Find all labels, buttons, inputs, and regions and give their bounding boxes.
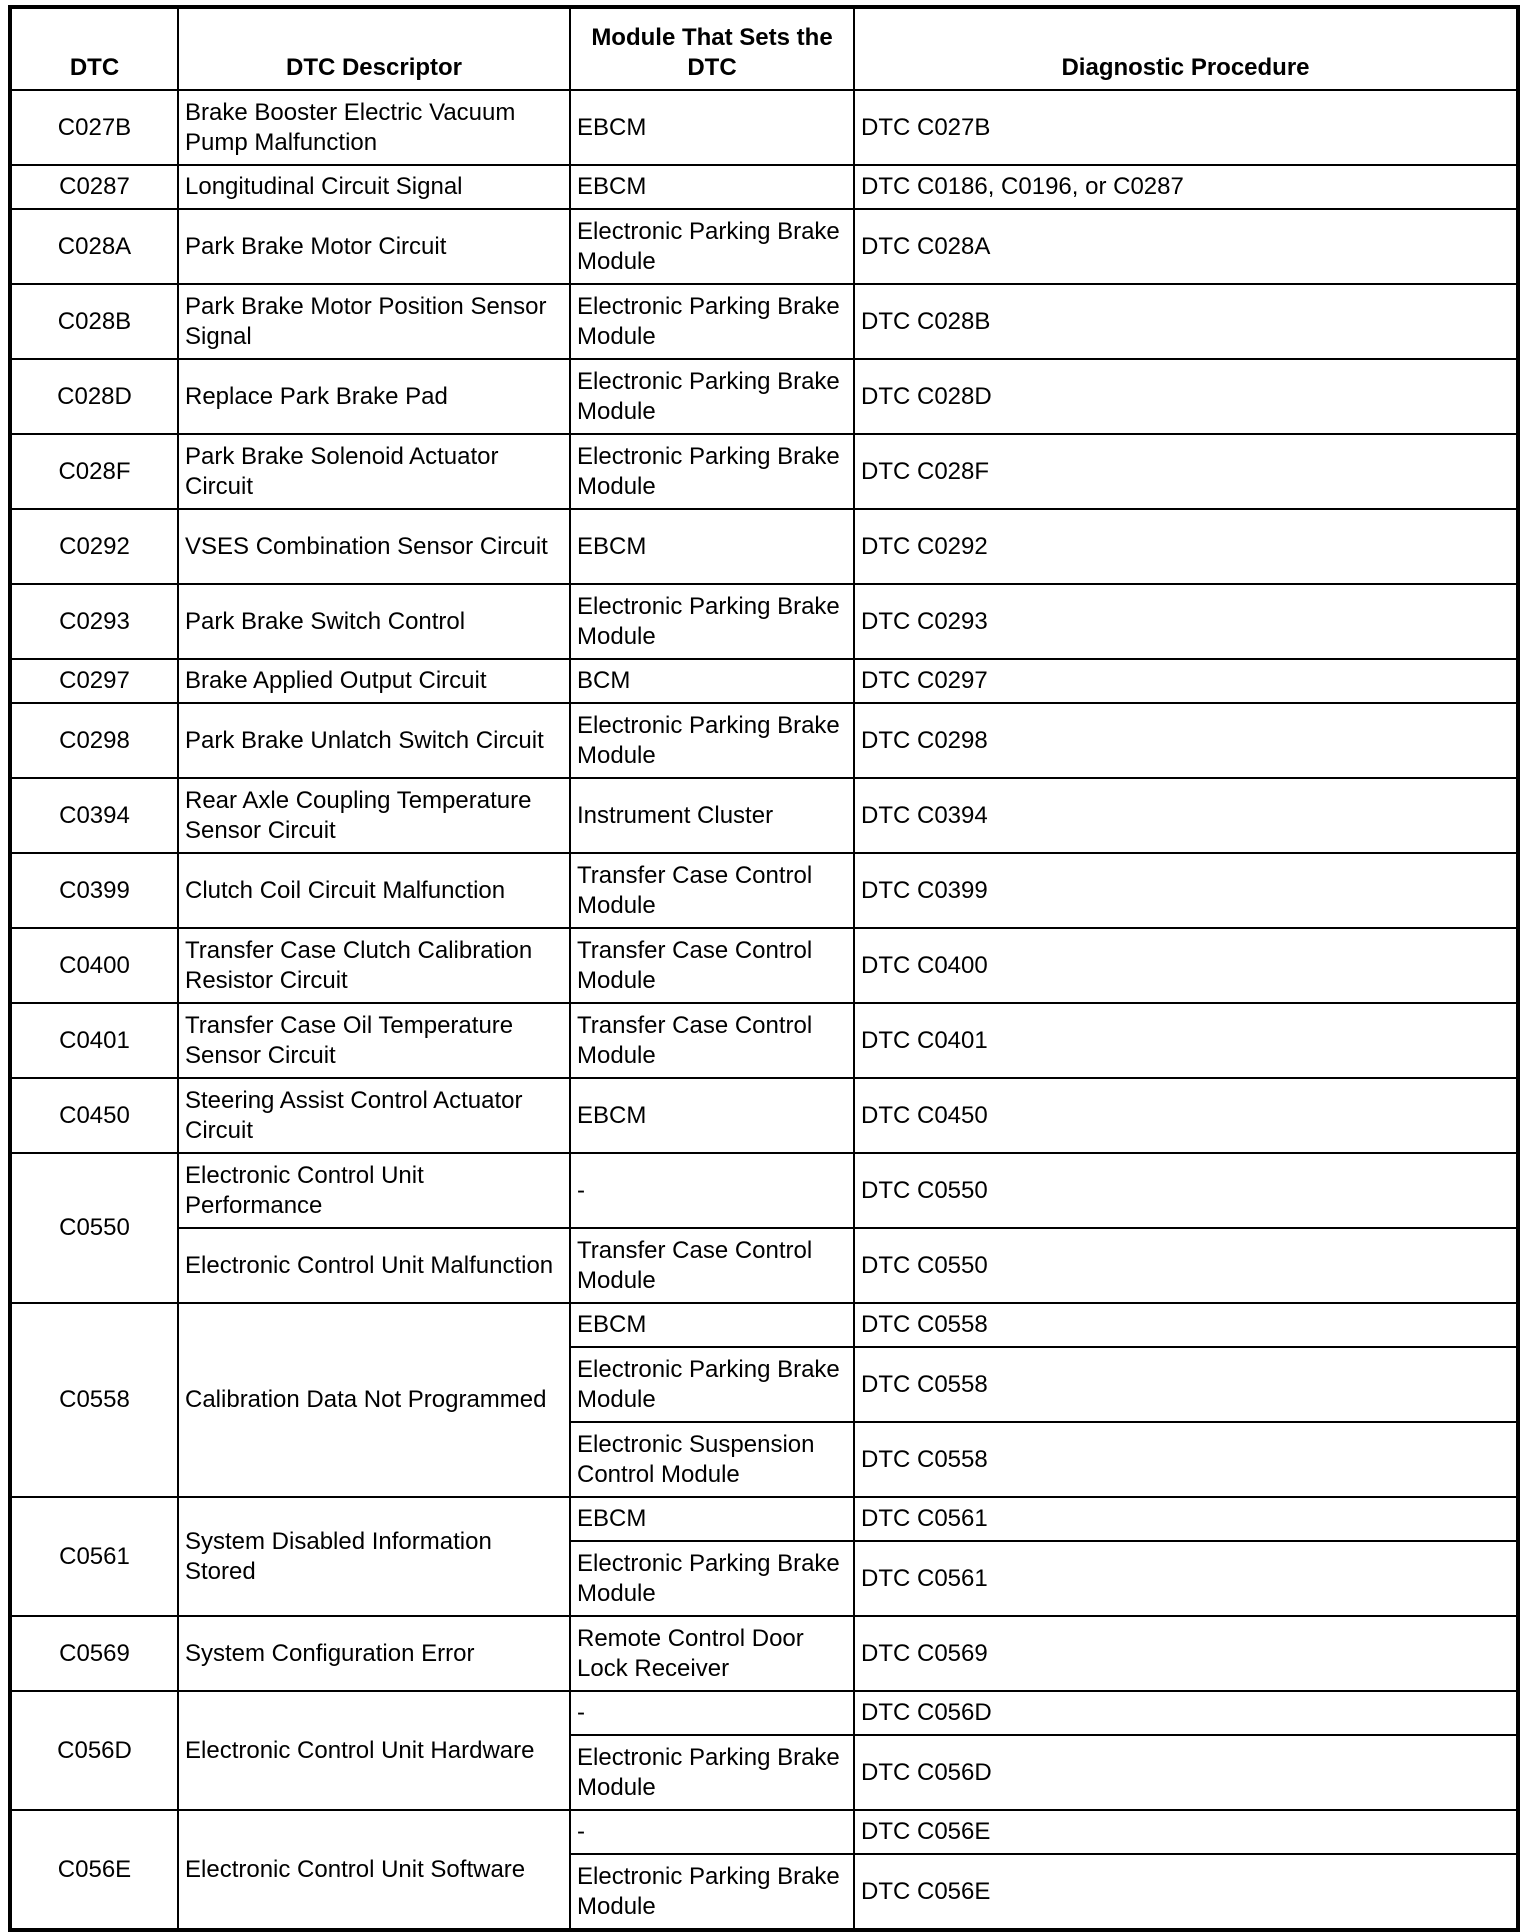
- table-row: [10, 1497, 1518, 1541]
- dtc-descriptor: Electronic Control Unit Software: [178, 1810, 570, 1930]
- dtc-descriptor: Rear Axle Coupling Temperature Sensor Circuit: [178, 778, 570, 853]
- dtc-procedure: DTC C0558: [854, 1303, 1518, 1347]
- dtc-descriptor: Replace Park Brake Pad: [178, 359, 570, 434]
- dtc-descriptor: Brake Applied Output Circuit: [178, 659, 570, 703]
- dtc-procedure: DTC C0297: [854, 659, 1518, 703]
- table-row: [10, 1616, 1518, 1691]
- dtc-procedure: DTC C056E: [854, 1810, 1518, 1854]
- dtc-code: C0394: [10, 778, 178, 853]
- dtc-code: C028D: [10, 359, 178, 434]
- dtc-procedure: DTC C027B: [854, 90, 1518, 165]
- dtc-code: C056E: [10, 1810, 178, 1930]
- table-row: [10, 1303, 1518, 1347]
- dtc-module: BCM: [570, 659, 854, 703]
- table-row: [10, 209, 1518, 284]
- dtc-procedure: DTC C0186, C0196, or C0287: [854, 165, 1518, 209]
- dtc-code: C028F: [10, 434, 178, 509]
- dtc-module: Electronic Parking Brake Module: [570, 584, 854, 659]
- dtc-module: Electronic Parking Brake Module: [570, 1854, 854, 1930]
- dtc-descriptor: Park Brake Motor Circuit: [178, 209, 570, 284]
- dtc-code: C0400: [10, 928, 178, 1003]
- dtc-module: EBCM: [570, 1497, 854, 1541]
- dtc-code: C028A: [10, 209, 178, 284]
- dtc-module: Transfer Case Control Module: [570, 853, 854, 928]
- dtc-module: -: [570, 1810, 854, 1854]
- dtc-code: C0297: [10, 659, 178, 703]
- dtc-descriptor: VSES Combination Sensor Circuit: [178, 509, 570, 584]
- dtc-procedure: DTC C056E: [854, 1854, 1518, 1930]
- dtc-descriptor: Electronic Control Unit Malfunction: [178, 1228, 570, 1303]
- dtc-procedure: DTC C0450: [854, 1078, 1518, 1153]
- dtc-module: Electronic Parking Brake Module: [570, 1541, 854, 1616]
- dtc-descriptor: Park Brake Switch Control: [178, 584, 570, 659]
- table-row: [10, 703, 1518, 778]
- dtc-procedure: DTC C0298: [854, 703, 1518, 778]
- dtc-descriptor: Electronic Control Unit Hardware: [178, 1691, 570, 1810]
- table-row: [10, 1003, 1518, 1078]
- dtc-module: Electronic Parking Brake Module: [570, 703, 854, 778]
- table-header-row: [10, 7, 1518, 90]
- table-row: [10, 659, 1518, 703]
- dtc-descriptor: Calibration Data Not Programmed: [178, 1303, 570, 1497]
- dtc-procedure: DTC C0561: [854, 1497, 1518, 1541]
- dtc-module: Remote Control Door Lock Receiver: [570, 1616, 854, 1691]
- dtc-table: [8, 5, 1520, 1932]
- dtc-module: Electronic Parking Brake Module: [570, 1735, 854, 1810]
- table-row: [10, 853, 1518, 928]
- dtc-module: -: [570, 1153, 854, 1228]
- dtc-module: Transfer Case Control Module: [570, 1228, 854, 1303]
- dtc-procedure: DTC C0394: [854, 778, 1518, 853]
- dtc-code: C0298: [10, 703, 178, 778]
- dtc-module: Transfer Case Control Module: [570, 1003, 854, 1078]
- dtc-code: C0550: [10, 1153, 178, 1303]
- dtc-code: C0561: [10, 1497, 178, 1616]
- table-row: [10, 165, 1518, 209]
- table-row: [10, 1810, 1518, 1854]
- dtc-descriptor: Electronic Control Unit Performance: [178, 1153, 570, 1228]
- dtc-descriptor: Park Brake Solenoid Actuator Circuit: [178, 434, 570, 509]
- dtc-code: C0293: [10, 584, 178, 659]
- table-row: [10, 1153, 1518, 1228]
- dtc-module: Electronic Parking Brake Module: [570, 284, 854, 359]
- dtc-code: C0287: [10, 165, 178, 209]
- dtc-procedure: DTC C056D: [854, 1691, 1518, 1735]
- dtc-procedure: DTC C0399: [854, 853, 1518, 928]
- dtc-procedure: DTC C0569: [854, 1616, 1518, 1691]
- table-row: [10, 1228, 1518, 1303]
- dtc-descriptor: System Disabled Information Stored: [178, 1497, 570, 1616]
- dtc-procedure: DTC C0550: [854, 1153, 1518, 1228]
- table-row: [10, 584, 1518, 659]
- header-dtc: DTC: [10, 7, 178, 90]
- dtc-descriptor: Longitudinal Circuit Signal: [178, 165, 570, 209]
- dtc-code: C0569: [10, 1616, 178, 1691]
- dtc-procedure: DTC C0561: [854, 1541, 1518, 1616]
- dtc-descriptor: Steering Assist Control Actuator Circuit: [178, 1078, 570, 1153]
- dtc-procedure: DTC C0292: [854, 509, 1518, 584]
- dtc-code: C0558: [10, 1303, 178, 1497]
- dtc-module: Transfer Case Control Module: [570, 928, 854, 1003]
- dtc-code: C028B: [10, 284, 178, 359]
- header-module: Module That Sets the DTC: [570, 7, 854, 90]
- dtc-code: C0399: [10, 853, 178, 928]
- dtc-descriptor: Transfer Case Clutch Calibration Resistor Circuit: [178, 928, 570, 1003]
- table-row: [10, 1078, 1518, 1153]
- dtc-descriptor: Clutch Coil Circuit Malfunction: [178, 853, 570, 928]
- table-row: [10, 284, 1518, 359]
- dtc-descriptor: Park Brake Motor Position Sensor Signal: [178, 284, 570, 359]
- dtc-descriptor: Transfer Case Oil Temperature Sensor Circuit: [178, 1003, 570, 1078]
- dtc-descriptor: Brake Booster Electric Vacuum Pump Malfunction: [178, 90, 570, 165]
- dtc-module: EBCM: [570, 509, 854, 584]
- table-row: [10, 928, 1518, 1003]
- table-row: [10, 90, 1518, 165]
- dtc-module: Electronic Parking Brake Module: [570, 359, 854, 434]
- dtc-module: Electronic Parking Brake Module: [570, 434, 854, 509]
- dtc-code: C056D: [10, 1691, 178, 1810]
- dtc-module: Electronic Suspension Control Module: [570, 1422, 854, 1497]
- dtc-descriptor: System Configuration Error: [178, 1616, 570, 1691]
- dtc-module: EBCM: [570, 1078, 854, 1153]
- dtc-module: EBCM: [570, 90, 854, 165]
- dtc-descriptor: Park Brake Unlatch Switch Circuit: [178, 703, 570, 778]
- dtc-module: Instrument Cluster: [570, 778, 854, 853]
- table-row: [10, 434, 1518, 509]
- table-row: [10, 359, 1518, 434]
- dtc-procedure: DTC C028F: [854, 434, 1518, 509]
- table-row: [10, 778, 1518, 853]
- dtc-module: Electronic Parking Brake Module: [570, 209, 854, 284]
- dtc-procedure: DTC C0400: [854, 928, 1518, 1003]
- header-descriptor: DTC Descriptor: [178, 7, 570, 90]
- dtc-procedure: DTC C0550: [854, 1228, 1518, 1303]
- dtc-procedure: DTC C0558: [854, 1347, 1518, 1422]
- dtc-procedure: DTC C028D: [854, 359, 1518, 434]
- dtc-procedure: DTC C0558: [854, 1422, 1518, 1497]
- dtc-procedure: DTC C028B: [854, 284, 1518, 359]
- dtc-procedure: DTC C0401: [854, 1003, 1518, 1078]
- dtc-code: C0401: [10, 1003, 178, 1078]
- dtc-code: C027B: [10, 90, 178, 165]
- dtc-module: EBCM: [570, 1303, 854, 1347]
- dtc-code: C0450: [10, 1078, 178, 1153]
- dtc-module: -: [570, 1691, 854, 1735]
- dtc-procedure: DTC C056D: [854, 1735, 1518, 1810]
- dtc-module: Electronic Parking Brake Module: [570, 1347, 854, 1422]
- table-row: [10, 509, 1518, 584]
- dtc-procedure: DTC C028A: [854, 209, 1518, 284]
- dtc-code: C0292: [10, 509, 178, 584]
- table-row: [10, 1691, 1518, 1735]
- dtc-module: EBCM: [570, 165, 854, 209]
- header-procedure: Diagnostic Procedure: [854, 7, 1518, 90]
- dtc-procedure: DTC C0293: [854, 584, 1518, 659]
